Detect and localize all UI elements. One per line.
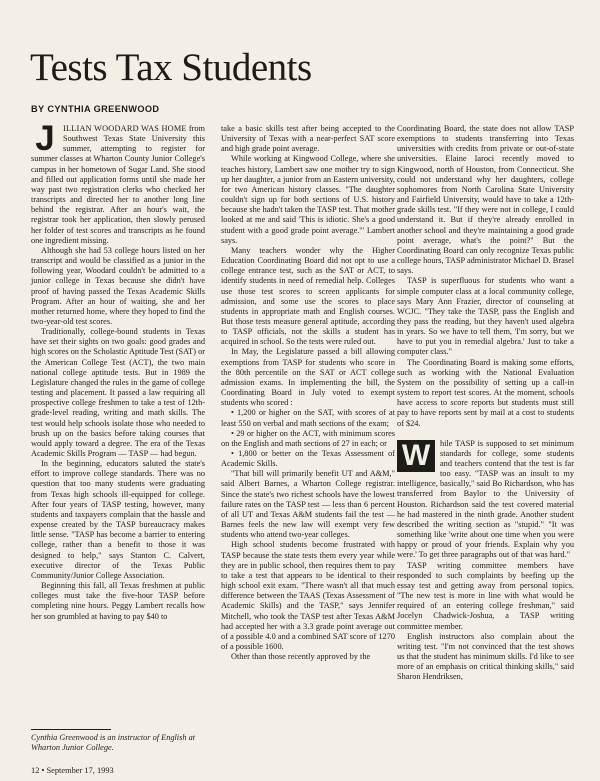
article-byline: BY CYNTHIA GREENWOOD [31,104,160,114]
paragraph-text: • 1,800 or better on the Texas Assessment of Academic Skills. [221,449,395,469]
article-column-3 [397,124,574,682]
paragraph-text: Coordinating Board, the state does not allow TASP exemptions to students transferring into Texas universities with credits from private or out-of-state universities. Elaine Iaroci recently moved to Kingwood, north of Houston, from Connecticut. She could not understand why her daughters, college sophomores from North Carolina State University and Fairfield University, would have to take a 12th-grade skills test. "If they were not in college, I could understand it. But if they're already enrolled in another school and they're maintaining a good grade point average, what's the point?" But the Coordinating Board can only recognize Texas public college hours, TASP administrator Michael D. Brasel says. [397,124,574,276]
article-paragraph [31,327,205,459]
article-paragraph [31,459,205,581]
paragraph-text: In the beginning, educators saluted the state's effort to improve college standards. There was no question that too many students were graduating from Texas high schools ill-equipped for college. After four years of TASP testing, however, many students and taxpayers complain that the hassle and expense created by the TASP bureaucracy makes little sense. "TASP has become a barrier to entering college, rather than a benefit to those it was designed to help," says Stanton C. Calvert, executive director of the Texas Public Community/Junior College Association. [31,459,205,580]
article-paragraph [221,124,395,154]
section-break [397,429,574,439]
article-paragraph [221,246,395,348]
bio-divider [31,729,111,730]
page-footer: 12 • September 17, 1993 [31,766,114,775]
paragraph-text: take a basic skills test after being accepted to the University of Texas with a near-perfect SAT score and high grade point average. [221,124,395,154]
lead-in-caps: ILLIAN WOODARD WAS HOME [63,124,187,133]
paragraph-text: Beginning this fall, all Texas freshmen at public colleges must take the five-hour TASP before completing nine hours. Peggy Lambert recalls how her son grumbled at having to pay $40 to [31,581,205,621]
section-drop-cap: W [397,440,435,472]
paragraph-text: from Southwest Texas State University this summer, attempting to register for summer classes at Wharton County Junior College's campus in her hometown of Sugar Land. She stood and filled out application forms until she made her way past two registration clerks who checked her transcripts and directed her to another long line behind the registrar. After an hour's wait, the registrar took her application, then slowly perused her folder of test scores and transcripts as he found one ingredient missing. [31,124,205,245]
article-paragraph [31,124,205,246]
article-paragraph [221,347,395,408]
article-paragraph [221,429,395,449]
article-paragraph [31,246,205,327]
paragraph-text: TASP writing committee members have responded to such complaints by beefing up the essay test and getting away from personal topics. "The new test is more in line with what would be required of an entering college freshman," said Jocelyn Chadwick-Joshua, a TASP writing committee member. [397,560,574,631]
paragraph-text: hile TASP is supposed to set minimum standards for college, some students and teachers contend that the test is far too easy. "TASP was an insult to my intelligence, basically," said Bo Richardson, who has transferred from Baylor to the University of Houston. Richardson said the test covered material he had mastered in the ninth grade. Another student described the writing section as "stupid." "It was something like 'write about one time when you were happy or proud of your friends. Explain why you were.' To get three paragraphs out of that was hard." [397,438,574,560]
article-column-1 [31,124,205,622]
paragraph-text: "That bill will primarily benefit UT and A&M," said Albert Barnes, a Wharton College registrar. Since the state's two richest schools have the lowest failure rates on the TASP test — less than 6 percent of all UT and Texas A&M students fail the test — Barnes feels the new law will exempt very few students who attend two-year colleges. [221,469,395,540]
article-paragraph [31,581,205,622]
article-paragraph [221,449,395,469]
paragraph-text: TASP is superfluous for students who want a simple computer class at a local community college, says Mary Ann Frazier, director of counseling at WCJC. "They take the TASP, pass the English and they pass the reading, but they haven't used algebra in years. So we have to tell them, 'I'm sorry, but we have to put you in remedial algebra.' Just to take a computer class." [397,276,574,357]
paragraph-text: High school students become frustrated with TASP because the state tests them every year while they are in public school, then requires them to pay to take a test that appears to be identical to their high school exit exam. "There wasn't all that much difference between the TAAS (Texas Assessment of Academic Skills) and the TASP," says Jennifer Mitchell, who took the TASP test after Texas A&M had accepted her with a 3.3 grade point average out of a possible 4.0 and a combined SAT score of 1270 of a possible 1600. [221,540,395,651]
article-paragraph [221,540,395,652]
article-paragraph [221,652,395,662]
article-paragraph [397,358,574,429]
article-column-2 [221,124,395,662]
article-headline: Tests Tax Students [30,46,312,89]
article-paragraph [397,124,574,276]
paragraph-text: • 1,200 or higher on the SAT, with scores of at least 550 on verbal and math sections of the exam; [221,408,395,428]
author-bio: Cynthia Greenwood is an instructor of English at Wharton Junior College. [31,733,196,753]
paragraph-text: English instructors also complain about the writing test. "I'm not convinced that the test shows us that the student has minimum skills. I'd like to see more of an emphasis on critical thinking skills," said Sharon Hendriksen, [397,631,574,682]
article-paragraph [221,154,395,245]
drop-cap: J [35,125,55,152]
article-paragraph [397,276,574,357]
paragraph-text: Many teachers wonder why the Higher Education Coordinating Board did not opt to use a college entrance test, such as the SAT or ACT, to identify students in need of remedial help. Colleges use those test scores to screen applicants for admission, and some use the scores to place students in appropriate math and English courses. But those tests measure general aptitude, according to TASP officials, not the skills a student has acquired in school. So the tests were ruled out. [221,245,395,347]
paragraph-text: In May, the Legislature passed a bill allowing exemptions from TASP for students who score in the 80th percentile on the SAT or ACT college admission exams. In implementing the bill, the Coordinating Board in July voted to exempt students who scored : [221,347,395,408]
article-paragraph [397,439,574,561]
article-paragraph [221,469,395,540]
article-paragraph [397,561,574,632]
paragraph-text: Traditionally, college-bound students in Texas have set their sights on two goals: good grades and high scores on the Scholastic Aptitude Test (SAT) or the American College Test (ACT), the two main national college aptitude tests. But in 1989 the Legislature changed the rules in the game of college testing and placement. It passed a law requiring all prospective college freshmen to take a test of 12th-grade-level reading, writing and math skills. The test would help schools isolate those who needed to brush up on the basics before taking courses that would apply toward a degree. The era of the Texas Academic Skills Program — TASP — had begun. [31,327,205,458]
paragraph-text: • 29 or higher on the ACT, with minimum scores on the English and math sections of 27 in each; or [221,428,395,448]
paragraph-text: While working at Kingwood College, where she teaches history, Lambert saw one mother try to sign up her daughter, a junior from an Eastern university, for two American history classes. "The daughter couldn't sign up for both sections of U.S. history because she hadn't taken the TASP test. That mother looked at me and said 'This is idiotic. She's a good student with a good grade point average.'" Lambert says. [221,154,395,245]
article-paragraph [397,632,574,683]
paragraph-text: Although she had 53 college hours listed on her transcript and would be classified as a junior in the following year, Woodard couldn't be admitted to a junior college in Texas because she didn't have proof of having passed the Texas Academic Skills Program. After an hour of waiting, she and her mother returned home, where they hoped to find the two-year-old test scores. [31,245,205,326]
article-paragraph [221,408,395,428]
paragraph-text: Other than those recently approved by the [231,652,371,662]
paragraph-text: The Coordinating Board is making some efforts, such as working with the National Evaluation System on the possibility of setting up a call-in system to report test scores. At the moment, schools have access to score reports but students must still pay to have reports sent by mail at a cost to students of $24. [397,357,574,428]
